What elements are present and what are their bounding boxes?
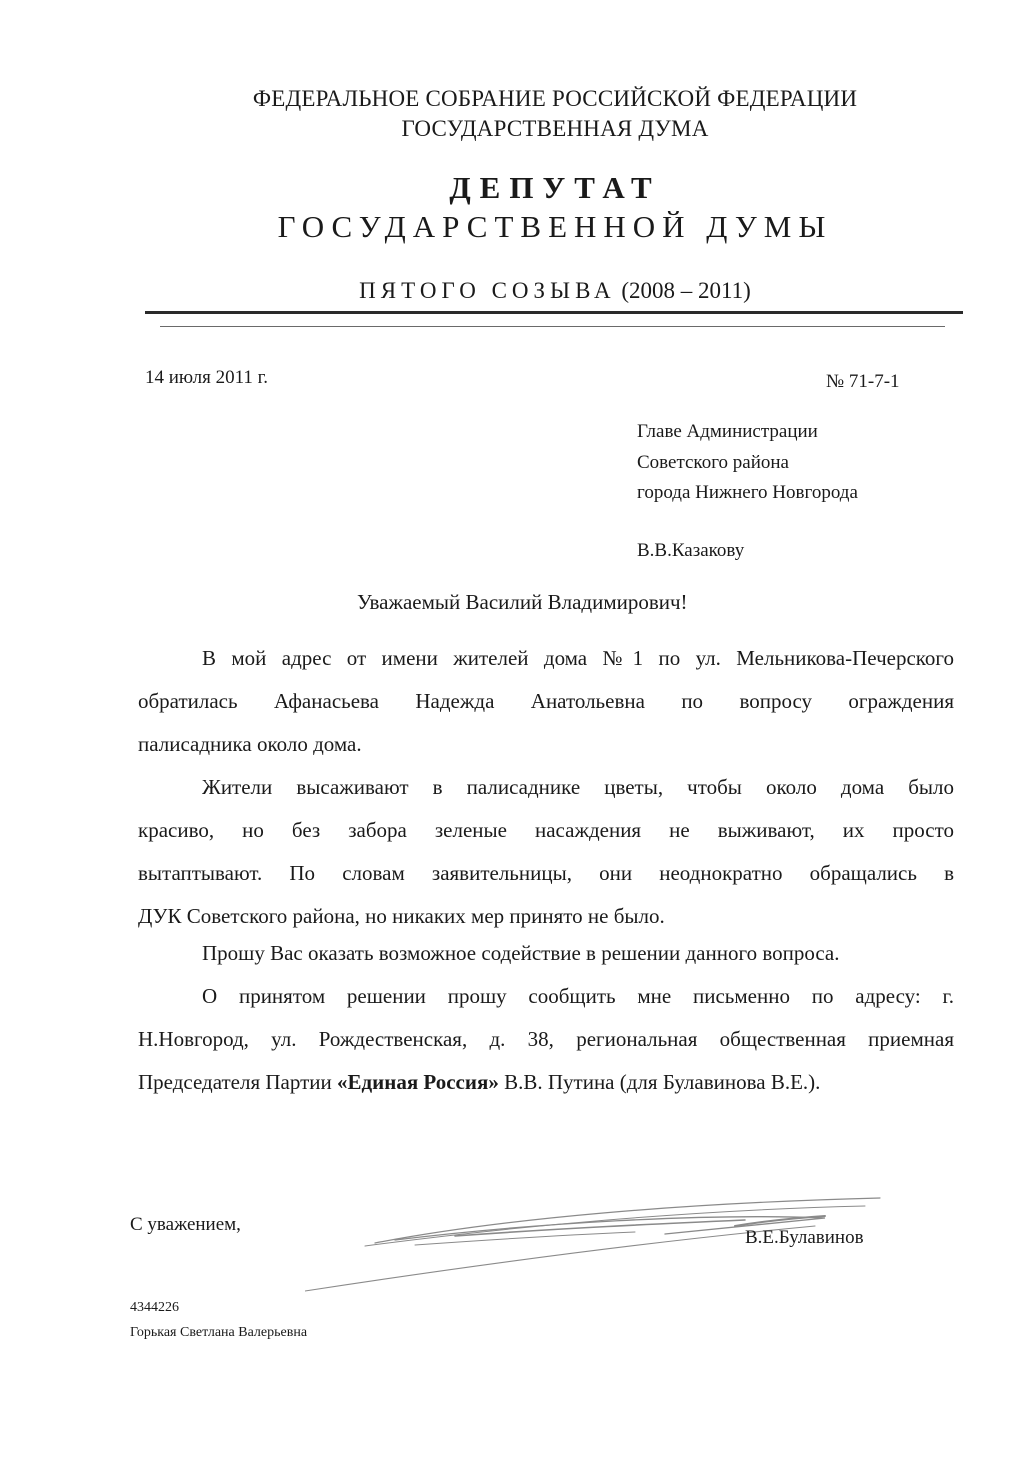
body-paragraph-2 <box>138 766 954 938</box>
org-line-2: ГОСУДАРСТВЕННАЯ ДУМА <box>401 116 709 141</box>
body-line: ДУК Советского района, но никаких мер принято не было. <box>138 904 665 928</box>
salutation: Уважаемый Василий Владимирович! <box>357 590 688 614</box>
body-line: Н.Новгород, ул. Рождественская, д. 38, региональная общественная приемная <box>138 1027 954 1051</box>
convocation-text: ПЯТОГО СОЗЫВА <box>359 278 616 303</box>
body-text: В.В. Путина (для Булавинова В.Е.). <box>498 1070 821 1094</box>
letter-number: № 71-7-1 <box>826 371 900 392</box>
addressee-name: В.В.Казакову <box>637 540 745 561</box>
body-line: обратилась Афанасьева Надежда Анатольевна по вопросу ограждения <box>138 689 954 713</box>
body-line: Жители высаживают в палисаднике цветы, чтобы около дома было <box>202 775 954 799</box>
body-paragraph-3 <box>138 932 954 975</box>
convocation <box>0 278 1024 304</box>
signer-name: В.Е.Булавинов <box>745 1227 864 1248</box>
body-text: Председателя Партии <box>138 1070 337 1094</box>
body-line: красиво, но без забора зеленые насаждения не выживают, их просто <box>138 818 954 842</box>
body-paragraph-1 <box>138 637 954 766</box>
body-paragraph-4 <box>138 975 954 1104</box>
contact-phone: 4344226 <box>130 1300 179 1315</box>
body-line: палисадника около дома. <box>138 732 362 756</box>
body-line: О принятом решении прошу сообщить мне письменно по адресу: г. <box>202 984 954 1008</box>
deputy-title: ДЕПУТАТ <box>449 170 661 205</box>
letter-date: 14 июля 2011 г. <box>145 367 269 388</box>
body-line-mixed <box>138 1061 954 1104</box>
header-rule-thin <box>160 326 945 327</box>
body-line: Прошу Вас оказать возможное содействие в решении данного вопроса. <box>202 941 840 965</box>
closing-regards: С уважением, <box>130 1214 241 1235</box>
header-rule-thick <box>145 311 963 314</box>
party-name: «Единая Россия» <box>336 1070 499 1094</box>
duma-title: ГОСУДАРСТВЕННОЙ ДУМЫ <box>277 209 833 244</box>
executor-name: Горькая Светлана Валерьевна <box>130 1325 308 1340</box>
org-line-1: ФЕДЕРАЛЬНОЕ СОБРАНИЕ РОССИЙСКОЙ ФЕДЕРАЦИИ <box>252 86 858 111</box>
body-line: В мой адрес от имени жителей дома №1 по ул. Мельникова-Печерского <box>202 646 954 670</box>
convocation-years: (2008 – 2011) <box>621 278 751 303</box>
addressee-line-1: Главе Администрации <box>637 421 818 442</box>
addressee-line-2: Советского района <box>637 452 789 473</box>
addressee-line-3: города Нижнего Новгорода <box>637 482 858 503</box>
body-line: вытаптывают. По словам заявительницы, они неоднократно обращались в <box>138 861 954 885</box>
